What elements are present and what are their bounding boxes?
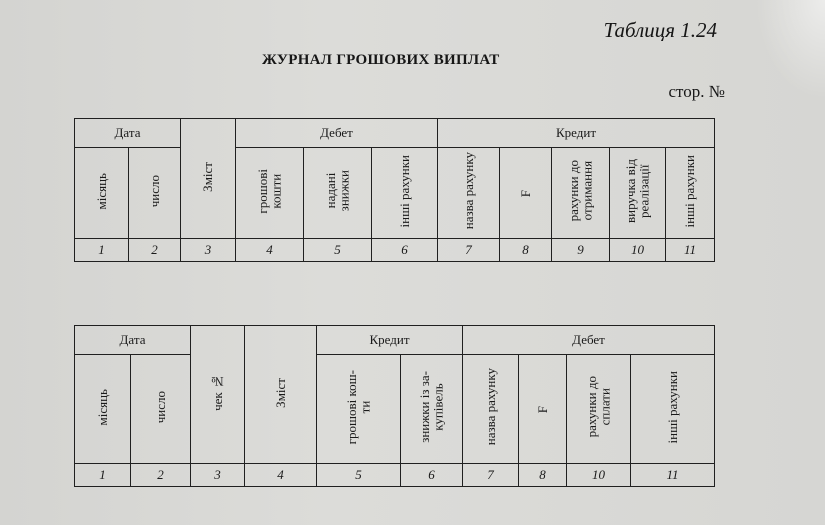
receipts-journal-table xyxy=(74,118,715,262)
column-number: 11 xyxy=(666,239,715,262)
sales-revenue-column-header: виручка від реалізації xyxy=(610,148,666,239)
other-accounts-column-header: інші рахунки xyxy=(631,355,715,464)
day-column-header: число xyxy=(131,355,191,464)
column-number: 3 xyxy=(191,464,245,487)
f-column-header: F xyxy=(519,355,567,464)
date-group-header: Дата xyxy=(75,119,181,148)
month-column-header: місяць xyxy=(75,148,129,239)
page-glare xyxy=(755,0,825,100)
column-number: 4 xyxy=(236,239,304,262)
account-name-column-header: назва рахунку xyxy=(463,355,519,464)
debit-group-header: Дебет xyxy=(236,119,438,148)
cash-column-header: грошові кош- ти xyxy=(317,355,401,464)
column-number: 9 xyxy=(552,239,610,262)
account-name-column-header: назва рахунку xyxy=(438,148,500,239)
column-number: 7 xyxy=(438,239,500,262)
receivables-column-header: рахунки до отримання xyxy=(552,148,610,239)
column-number: 1 xyxy=(75,239,129,262)
column-number: 2 xyxy=(131,464,191,487)
column-number: 4 xyxy=(245,464,317,487)
column-number-row xyxy=(75,464,715,487)
column-number: 5 xyxy=(304,239,372,262)
date-group-header: Дата xyxy=(75,326,191,355)
column-number: 8 xyxy=(500,239,552,262)
column-number: 5 xyxy=(317,464,401,487)
column-number: 8 xyxy=(519,464,567,487)
column-number: 1 xyxy=(75,464,131,487)
column-number: 6 xyxy=(401,464,463,487)
journal-title: ЖУРНАЛ ГРОШОВИХ ВИПЛАТ xyxy=(262,52,500,68)
content-column-header: Зміст xyxy=(181,119,236,239)
column-number: 3 xyxy=(181,239,236,262)
page-number-label: стор. № xyxy=(668,82,725,101)
purchase-discounts-column-header: знижки із за- купівель xyxy=(401,355,463,464)
column-number-row xyxy=(75,239,715,262)
column-number: 10 xyxy=(610,239,666,262)
payments-journal-table xyxy=(74,325,715,487)
month-column-header: місяць xyxy=(75,355,131,464)
column-number: 11 xyxy=(631,464,715,487)
table-caption: Таблиця 1.24 xyxy=(603,18,717,42)
column-number: 6 xyxy=(372,239,438,262)
debit-group-header: Дебет xyxy=(463,326,715,355)
cash-column-header: грошові кошти xyxy=(236,148,304,239)
credit-group-header: Кредит xyxy=(317,326,463,355)
column-number: 2 xyxy=(129,239,181,262)
content-column-header: Зміст xyxy=(245,326,317,464)
day-column-header: число xyxy=(129,148,181,239)
column-number: 10 xyxy=(567,464,631,487)
f-column-header: F xyxy=(500,148,552,239)
column-number: 7 xyxy=(463,464,519,487)
discounts-given-column-header: надані знижки xyxy=(304,148,372,239)
payables-column-header: рахунки до сплати xyxy=(567,355,631,464)
other-accounts-debit-column-header: інші рахунки xyxy=(372,148,438,239)
credit-group-header: Кредит xyxy=(438,119,715,148)
other-accounts-credit-column-header: інші рахунки xyxy=(666,148,715,239)
check-number-column-header: чек № xyxy=(191,326,245,464)
